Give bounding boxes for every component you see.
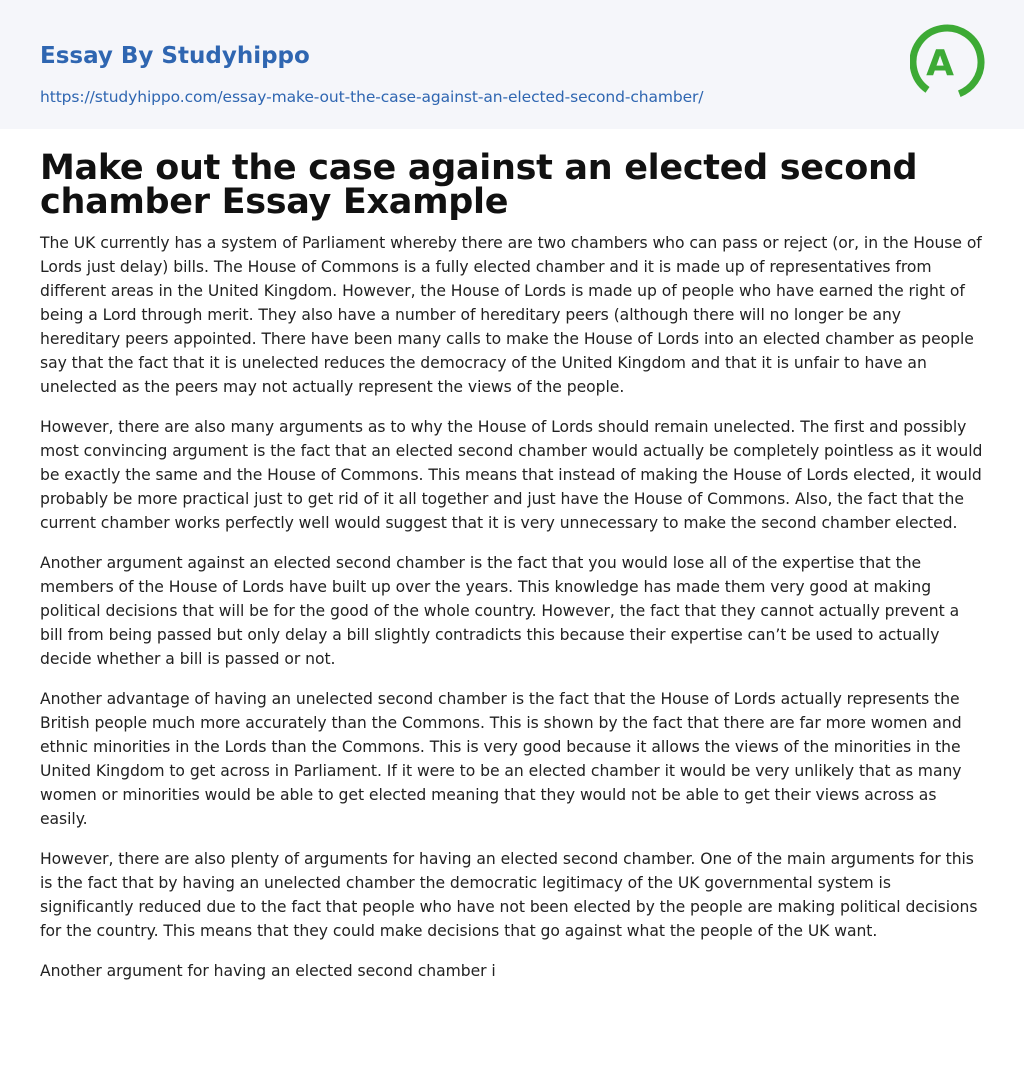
article-paragraph: However, there are also plenty of arguments for having an elected second chamber. One of the main arguments for this is the fact that by having an unelected chamber the democratic legitimacy of the UK governmental system is significantly reduced due to the fact that people who have not been elected by the people are making political decisions for the country. This means that they could make decisions that go against what the people of the UK want. xyxy=(40,850,978,940)
site-brand[interactable]: Essay By Studyhippo xyxy=(40,43,310,69)
article-paragraph: Another argument for having an elected second chamber i xyxy=(40,962,496,980)
site-header xyxy=(0,0,1024,129)
page-url-link[interactable]: https://studyhippo.com/essay-make-out-the-case-against-an-elected-second-chamber/ xyxy=(40,88,704,106)
article-paragraph: Another advantage of having an unelected second chamber is the fact that the House of Lords actually represents the British people much more accurately than the Commons. This is shown by the fact that there are far more women and ethnic minorities in the Lords than the Commons. This is very good because it allows the views of the minorities in the United Kingdom to get across in Parliament. If it were to be an elected chamber it would be very unlikely that as many women or minorities would be able to get elected meaning that they would not be able to get their views across as easily. xyxy=(40,690,962,828)
studyhippo-logo-icon[interactable] xyxy=(910,18,990,108)
article xyxy=(0,148,1024,983)
article-paragraph: The UK currently has a system of Parliament whereby there are two chambers who can pass or reject (or, in the House of Lords just delay) bills. The House of Commons is a fully elected chamber and it is made up of representatives from different areas in the United Kingdom. However, the House of Lords is made up of people who have earned the right of being a Lord through merit. They also have a number of hereditary peers (although there will no longer be any hereditary peers appointed. There have been many calls to make the House of Lords into an elected chamber as people say that the fact that it is unelected reduces the democracy of the United Kingdom and that it is unfair to have an unelected as the peers may not actually represent the views of the people. xyxy=(40,234,982,396)
article-paragraph: Another argument against an elected second chamber is the fact that you would lose all of the expertise that the members of the House of Lords have built up over the years. This knowledge has made them very good at making political decisions that will be for the good of the whole country. However, the fact that they cannot actually prevent a bill from being passed but only delay a bill slightly contradicts this because their expertise can’t be used to actually decide whether a bill is passed or not. xyxy=(40,554,960,668)
page-title: Make out the case against an elected second chamber Essay Example xyxy=(40,148,918,222)
article-paragraph: However, there are also many arguments as to why the House of Lords should remain unelected. The first and possibly most convincing argument is the fact that an elected second chamber would actually be completely pointless as it would be exactly the same and the House of Commons. This means that instead of making the House of Lords elected, it would probably be more practical just to get rid of it all together and just have the House of Commons. Also, the fact that the current chamber works perfectly well would suggest that it is very unnecessary to make the second chamber elected. xyxy=(40,418,983,532)
logo-letter: A xyxy=(926,43,954,84)
